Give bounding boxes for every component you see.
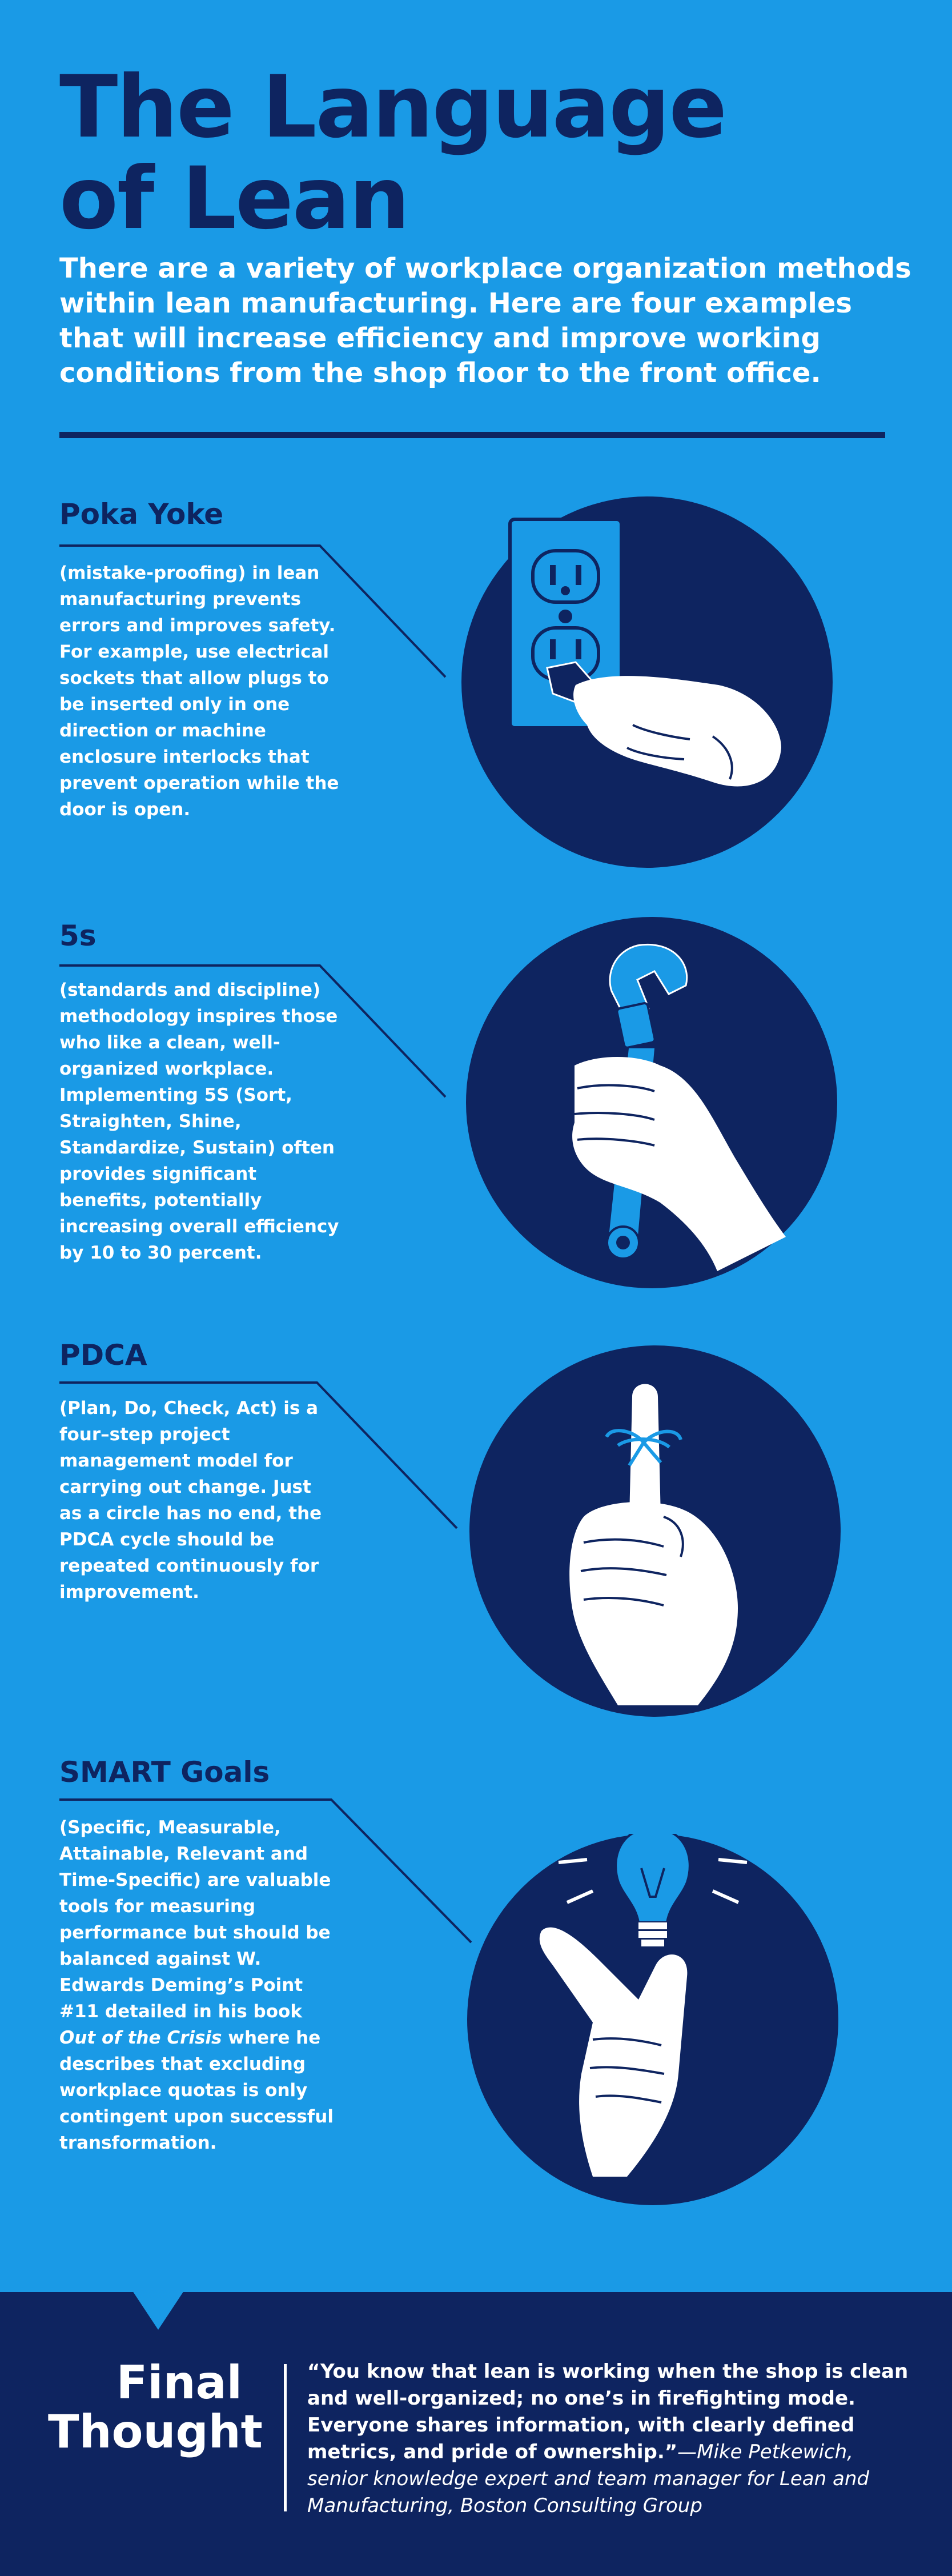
header-divider <box>59 432 885 438</box>
quote-text: “You know that lean is working when the shop is clean and well-organized; no one’s in firefighting mode. Everyone shares information, with clearly defined metrics, and pride of ownership.” <box>307 2360 909 2463</box>
finger-with-string-icon <box>469 1345 841 1717</box>
section-body-poka-yoke: (mistake-proofing) in lean manufacturing prevents errors and improves safety. For example, use electrical sockets that allow plugs to be inserted only in one direction or machine enclosure interlocks that prevent operation while the door is open. <box>59 563 339 820</box>
book-title: Out of the Crisis <box>59 2028 222 2048</box>
final-thought-heading <box>48 2356 263 2458</box>
smart-body-part-2: where he describes that excluding workplace quotas is only contingent upon successful transformation. <box>59 2028 334 2153</box>
footer-notch <box>0 2291 952 2337</box>
section-body-5s: (standards and discipline) methodology inspires those who like a clean, well-organized workplace. Implementing 5S (Sort, Straighten, Shine, Standardize, Sustain) often provides significant benefits, potentially increasing overall efficiency by 10 to 30 percent. <box>59 980 339 1263</box>
final-heading-line-1: Final <box>116 2356 242 2409</box>
section-title-5s: 5s <box>59 919 97 952</box>
section-title-smart-goals: SMART Goals <box>59 1756 270 1789</box>
section-body-smart-goals <box>59 1814 339 2156</box>
final-heading-line-2: Thought <box>48 2405 263 2458</box>
page-title <box>59 58 916 249</box>
title-line-1: The Language <box>59 58 726 157</box>
smart-body-part-1: (Specific, Measurable, Attainable, Relevant and Time-Specific) are valuable tools for measuring performance but should be balanced against W. Edwards Deming’s Point #11 detailed in his book <box>59 1817 331 2022</box>
hand-plugging-socket-icon <box>461 496 833 868</box>
section-title-poka-yoke: Poka Yoke <box>59 498 224 531</box>
intro-text: There are a variety of workplace organization methods within lean manufacturing. Here are four examples that will increase efficiency and improve working conditions from the shop floor to the front office. <box>59 253 911 389</box>
title-line-2: of Lean <box>59 149 409 249</box>
final-quote <box>307 2358 918 2519</box>
section-body-pdca: (Plan, Do, Check, Act) is a four–step project management model for carrying out change. Just as a circle has no end, the PDCA cycle should be repeated continuously for improvement. <box>59 1398 322 1603</box>
hand-holding-wrench-icon <box>466 917 837 1288</box>
section-title-pdca: PDCA <box>59 1339 147 1372</box>
quote-attribution: —Mike Petkewich, senior knowledge expert and team manager for Lean and Manufacturing, Boston Consulting Group <box>307 2441 869 2517</box>
hand-pointing-lightbulb-icon <box>467 1834 838 2205</box>
quote-divider <box>284 2364 287 2511</box>
